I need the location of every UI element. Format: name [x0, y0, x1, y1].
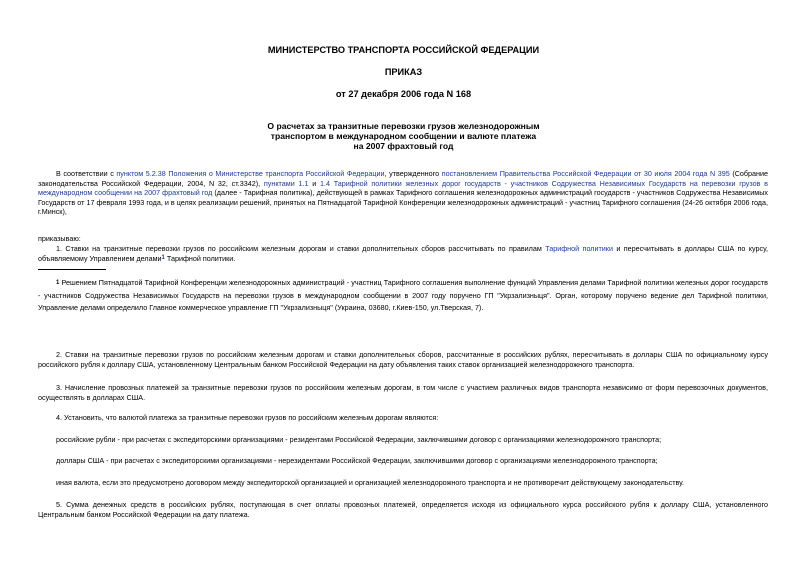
item-2-paragraph: 2. Ставки на транзитные перевозки грузов по российским железным дорогам и ставки дополнительных сборов, рассчитанные в российских рублях, пересчитывать в доллары США по официальному курсу российского рубля к доллару США, установленному Центральным банком Российской Федерации на дату объявления таких ставок организацией железнодорожного транспорта. [38, 350, 768, 369]
preamble-text: и [308, 178, 320, 188]
item-4-other-currency: иная валюта, если это предусмотрено договором между экспедиторской организацией и организацией железнодорожного транспорта и не противоречит действующему законодательству. [56, 478, 685, 487]
preamble-paragraph [38, 169, 768, 217]
link-tariff-policy-rules[interactable]: Тарифной политики [545, 244, 613, 253]
item-4-dollars: доллары США - при расчетах с экспедиторскими организациями - нерезидентами Российской Федерации, заключившими договор с организациями железнодорожного транспорта; [56, 456, 658, 465]
footnote-paragraph [38, 277, 768, 315]
link-tariff-policy[interactable]: 1.4 Тарифной политики железных дорог государств - участников Содружества Независимых Государств на перевозки грузов в международном сообщении на 2007 фрахтовый год [38, 178, 768, 198]
item-1-text: и пересчитывать в доллары США по курсу, объявляемому Управлением делами [38, 244, 768, 263]
preamble-text: (Собрание законодательства Российской Федерации, 2004, N 32, ст.3342), [38, 169, 769, 188]
date-number-heading: от 27 декабря 2006 года N 168 [335, 89, 472, 99]
order-title-line-3: на 2007 фрахтовый год [353, 141, 454, 151]
ministry-heading: МИНИСТЕРСТВО ТРАНСПОРТА РОССИЙСКОЙ ФЕДЕРАЦИИ [267, 45, 540, 55]
footnote-reference[interactable]: 1 [161, 254, 165, 261]
order-title-line-1: О расчетах за транзитные перевозки грузов железнодорожным [267, 121, 540, 131]
item-1-text: Тарифной политики. [164, 253, 236, 263]
item-1-paragraph [38, 244, 768, 263]
item-5-paragraph: 5. Сумма денежных средств в российских рублях, поступающая в счет оплаты провозных платежей, определяется исходя из официального курса российского рубля к доллару США, установленного Центральным банком Российской Федерации на дату платежа. [38, 500, 768, 519]
link-regulation-point[interactable]: пунктом 5.2.38 Положения о Министерстве транспорта Российской Федерации [116, 169, 385, 178]
preamble-text: , утвержденного [384, 169, 442, 178]
preamble-text: (далее - Тарифная политика), действующей в рамках Тарифного соглашения железнодорожных администраций государств - участников Содружества Независимых Государств от 17 февраля 1993 года, и в целях реализации решений, принятых на Пятнадцатой Тарифной Конференции железнодорожных администраций - участниц Тарифного соглашения (24-26 октября 2006 года, г.Минск), [38, 188, 769, 217]
item-4-paragraph: 4. Установить, что валютой платежа за транзитные перевозки грузов по российским железным дорогам являются: [56, 413, 439, 422]
footnote-text: Решением Пятнадцатой Тарифной Конференции железнодорожных администраций - участниц Тарифного соглашения выполнение функций Управления делами Тарифной политики железных дорог государств - участников Содружества Независимых Государств на перевозки грузов в международном сообщении в 2007 году поручено ГП "Укрзализныця". Орган, которому поручено ведение дел Тарифной политики, Управление делами определило Главное коммерческое управление ГП "Укрзализныця" (Украина, 03680, г.Киев-150, ул.Тверская, 7). [38, 278, 769, 312]
order-title-line-2: транспортом в международном сообщении и валюте платежа [270, 131, 537, 141]
item-4-rubles: российские рубли - при расчетах с экспедиторскими организациями - резидентами Российской Федерации, заключившими договор с организациями железнодорожного транспорта; [56, 435, 662, 444]
item-3-paragraph: 3. Начисление провозных платежей за транзитные перевозки грузов по российским железным дорогам, в том числе с участием различных видов транспорта независимо от форм перевозочных документов, осуществлять в долларах США. [38, 383, 768, 402]
footnote-mark: 1 [56, 280, 60, 286]
footnote-divider [38, 269, 106, 270]
doc-type-heading: ПРИКАЗ [384, 67, 423, 77]
link-government-decree[interactable]: постановлением Правительства Российской Федерации от 30 июля 2004 года N 395 [441, 169, 730, 178]
preamble-text: В соответствии с [56, 169, 117, 178]
item-1-text: 1. Ставки на транзитные перевозки грузов по российским железным дорогам и ставки дополнительных сборов рассчитывать по правилам [56, 244, 546, 253]
link-tariff-point-1-1[interactable]: пунктами 1.1 [263, 178, 309, 188]
order-word: приказываю: [38, 234, 81, 243]
